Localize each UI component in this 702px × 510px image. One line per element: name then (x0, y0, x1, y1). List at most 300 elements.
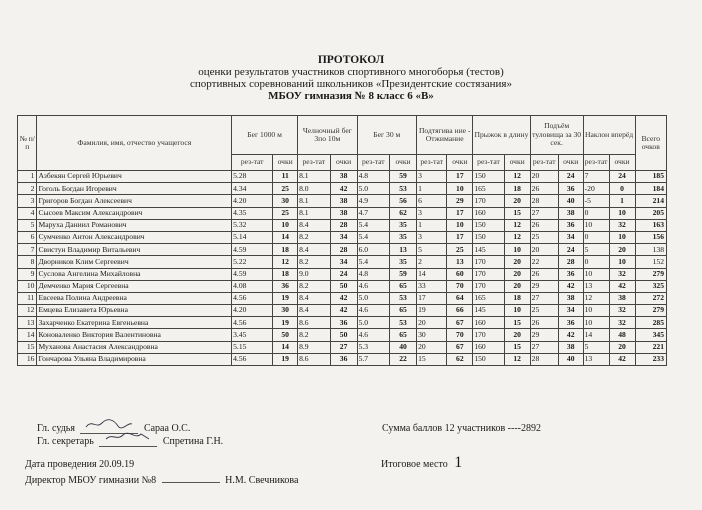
points-cell: 14 (273, 231, 298, 243)
total-points: 138 (635, 244, 666, 256)
result-cell: 5.22 (232, 256, 273, 268)
col-total-header: Всего очков (635, 116, 666, 171)
result-cell: 14 (417, 268, 447, 280)
points-cell: 17 (447, 207, 473, 219)
points-cell: 42 (558, 329, 583, 341)
row-number: 11 (18, 292, 37, 304)
student-name: Сумченко Антон Александрович (37, 231, 232, 243)
points-cell: 24 (609, 171, 635, 183)
result-cell: 170 (473, 268, 504, 280)
points-cell: 17 (447, 171, 473, 183)
col-name-header: Фамилия, имя, отчество учащегося (37, 116, 232, 171)
points-cell: 30 (273, 305, 298, 317)
total-points: 325 (635, 280, 666, 292)
total-points: 152 (635, 256, 666, 268)
points-cell: 10 (447, 183, 473, 195)
row-number: 8 (18, 256, 37, 268)
student-name: Суслова Ангелина Михайловна (37, 268, 232, 280)
result-cell: 8.0 (298, 183, 330, 195)
points-cell: 25 (273, 183, 298, 195)
total-points: 233 (635, 353, 666, 365)
points-cell: 10 (273, 219, 298, 231)
judge-label: Гл. судья (37, 423, 75, 434)
result-cell: 5.15 (232, 341, 273, 353)
col-num-header: № п/п (18, 116, 37, 171)
total-points: 205 (635, 207, 666, 219)
table-row (18, 292, 667, 304)
student-name: Дворников Клим Сергеевич (37, 256, 232, 268)
result-cell: 5.14 (232, 231, 273, 243)
points-cell: 22 (390, 353, 417, 365)
points-cell: 42 (609, 353, 635, 365)
points-cell: 62 (447, 353, 473, 365)
result-cell: 5.3 (357, 341, 389, 353)
result-cell: 4.6 (357, 305, 389, 317)
total-points: 279 (635, 268, 666, 280)
subheader-result: рез-тат (417, 155, 447, 171)
result-cell: 4.6 (357, 329, 389, 341)
points-cell: 17 (447, 231, 473, 243)
result-cell: 26 (530, 183, 558, 195)
table-row (18, 219, 667, 231)
result-cell: 5.4 (357, 231, 389, 243)
result-cell: 8.6 (298, 353, 330, 365)
points-cell: 38 (609, 292, 635, 304)
row-number: 14 (18, 329, 37, 341)
points-cell: 38 (330, 195, 357, 207)
result-cell: 26 (530, 268, 558, 280)
student-name: Гончарова Ульяна Владимировна (37, 353, 232, 365)
result-cell: 4.6 (357, 280, 389, 292)
result-cell: 12 (583, 292, 609, 304)
result-cell: 15 (417, 353, 447, 365)
points-cell: 35 (390, 231, 417, 243)
result-cell: 8.4 (298, 244, 330, 256)
result-cell: 8.1 (298, 171, 330, 183)
points-cell: 50 (330, 329, 357, 341)
result-cell: 8.9 (298, 341, 330, 353)
judge-name: Сараа О.С. (143, 423, 191, 434)
director-line (25, 474, 298, 486)
student-name: Григоров Богдан Алексеевич (37, 195, 232, 207)
total-points: 221 (635, 341, 666, 353)
points-cell: 50 (330, 280, 357, 292)
result-cell: 3 (417, 207, 447, 219)
points-cell: 20 (504, 280, 530, 292)
table-row (18, 329, 667, 341)
result-cell: 5.0 (357, 292, 389, 304)
subheader-points: очки (273, 155, 298, 171)
student-name: Муханова Анастасия Александровна (37, 341, 232, 353)
subheader-points: очки (390, 155, 417, 171)
student-name: Сысоев Максим Александрович (37, 207, 232, 219)
result-cell: 0 (583, 207, 609, 219)
result-cell: 5.28 (232, 171, 273, 183)
student-name: Емцева Елизавета Юрьевна (37, 305, 232, 317)
result-cell: 170 (473, 256, 504, 268)
table-row (18, 195, 667, 207)
result-cell: 4.8 (357, 171, 389, 183)
points-cell: 34 (330, 256, 357, 268)
result-cell: 5.7 (357, 353, 389, 365)
result-cell: 33 (417, 280, 447, 292)
result-cell: 4.59 (232, 244, 273, 256)
result-cell: 10 (583, 305, 609, 317)
result-cell: 4.56 (232, 353, 273, 365)
result-cell: 26 (530, 317, 558, 329)
result-cell: 8.4 (298, 219, 330, 231)
col-jump-header: Прыжок в длину (473, 116, 530, 155)
points-cell: 15 (504, 207, 530, 219)
result-cell: 4.20 (232, 305, 273, 317)
result-cell: 8.2 (298, 256, 330, 268)
row-number: 15 (18, 341, 37, 353)
total-points: 214 (635, 195, 666, 207)
result-cell: 19 (417, 305, 447, 317)
total-points: 272 (635, 292, 666, 304)
points-cell: 28 (558, 256, 583, 268)
result-cell: 165 (473, 292, 504, 304)
points-cell: 62 (390, 207, 417, 219)
result-cell: 27 (530, 341, 558, 353)
points-cell: 42 (330, 305, 357, 317)
result-cell: 8.6 (298, 317, 330, 329)
result-cell: 0 (583, 256, 609, 268)
student-name: Азбекян Сергей Юрьевич (37, 171, 232, 183)
points-cell: 42 (558, 280, 583, 292)
result-cell: 4.8 (357, 268, 389, 280)
points-cell: 18 (273, 244, 298, 256)
result-cell: 28 (530, 195, 558, 207)
row-number: 6 (18, 231, 37, 243)
subheader-result: рез-тат (357, 155, 389, 171)
result-cell: 8.4 (298, 305, 330, 317)
result-cell: 8.1 (298, 195, 330, 207)
points-cell: 13 (390, 244, 417, 256)
points-cell: 38 (330, 171, 357, 183)
subheader-points: очки (330, 155, 357, 171)
points-cell: 18 (273, 268, 298, 280)
director-signature-line (162, 474, 220, 483)
secretary-signature (99, 437, 157, 447)
result-cell: 8.2 (298, 329, 330, 341)
subheader-points: очки (609, 155, 635, 171)
result-cell: 8.4 (298, 292, 330, 304)
points-cell: 36 (558, 268, 583, 280)
points-cell: 10 (609, 231, 635, 243)
student-name: Захарченко Екатерина Евгеньевна (37, 317, 232, 329)
points-cell: 67 (447, 341, 473, 353)
result-cell: 9.0 (298, 268, 330, 280)
subheader-result: рез-тат (232, 155, 273, 171)
result-cell: 4.59 (232, 268, 273, 280)
points-cell: 29 (447, 195, 473, 207)
points-cell: 27 (330, 341, 357, 353)
table-row (18, 183, 667, 195)
result-cell: 1 (417, 219, 447, 231)
points-cell: 18 (504, 292, 530, 304)
points-cell: 36 (558, 219, 583, 231)
points-cell: 42 (330, 183, 357, 195)
student-name: Маруха Даниил Романович (37, 219, 232, 231)
result-cell: 5 (583, 244, 609, 256)
result-cell: 14 (583, 329, 609, 341)
total-points: 345 (635, 329, 666, 341)
points-cell: 12 (504, 353, 530, 365)
result-cell: 10 (583, 219, 609, 231)
protocol-title: ПРОТОКОЛ (317, 54, 385, 66)
row-number: 10 (18, 280, 37, 292)
table-row (18, 256, 667, 268)
points-cell: 48 (609, 329, 635, 341)
result-cell: 28 (530, 353, 558, 365)
subheader-points: очки (504, 155, 530, 171)
row-number: 12 (18, 305, 37, 317)
result-cell: 2 (417, 256, 447, 268)
points-cell: 20 (504, 268, 530, 280)
result-cell: 8.2 (298, 280, 330, 292)
points-cell: 32 (609, 219, 635, 231)
row-number: 2 (18, 183, 37, 195)
results-table (17, 115, 667, 366)
table-row (18, 268, 667, 280)
result-cell: 29 (530, 280, 558, 292)
student-name: Гоголь Богдан Игоревич (37, 183, 232, 195)
result-cell: 4.35 (232, 207, 273, 219)
points-cell: 59 (390, 268, 417, 280)
points-cell: 12 (504, 231, 530, 243)
total-points: 285 (635, 317, 666, 329)
col-run1000-header: Бег 1000 м (232, 116, 298, 155)
points-cell: 64 (447, 292, 473, 304)
points-cell: 38 (330, 207, 357, 219)
points-cell: 15 (504, 341, 530, 353)
table-row (18, 341, 667, 353)
points-cell: 59 (390, 171, 417, 183)
result-cell: 4.56 (232, 292, 273, 304)
points-cell: 66 (447, 305, 473, 317)
table-row (18, 207, 667, 219)
total-points: 163 (635, 219, 666, 231)
points-cell: 25 (447, 244, 473, 256)
points-cell: 34 (330, 231, 357, 243)
total-points: 184 (635, 183, 666, 195)
result-cell: 4.56 (232, 317, 273, 329)
result-cell: 3 (417, 231, 447, 243)
points-cell: 53 (390, 183, 417, 195)
points-cell: 36 (273, 280, 298, 292)
points-cell: 30 (273, 195, 298, 207)
points-cell: 65 (390, 280, 417, 292)
result-cell: 22 (530, 256, 558, 268)
result-cell: 10 (583, 268, 609, 280)
result-cell: 8.1 (298, 207, 330, 219)
points-cell: 34 (558, 231, 583, 243)
points-cell: 18 (504, 183, 530, 195)
points-cell: 19 (273, 353, 298, 365)
points-cell: 40 (390, 341, 417, 353)
result-cell: 4.20 (232, 195, 273, 207)
points-cell: 10 (447, 219, 473, 231)
result-cell: 27 (530, 207, 558, 219)
result-cell: 20 (530, 171, 558, 183)
points-cell: 15 (504, 317, 530, 329)
result-cell: 150 (473, 353, 504, 365)
result-cell: 7 (583, 171, 609, 183)
points-cell: 56 (390, 195, 417, 207)
result-cell: 30 (417, 329, 447, 341)
result-cell: 0 (583, 231, 609, 243)
table-row (18, 353, 667, 365)
points-cell: 32 (609, 305, 635, 317)
protocol-subtitle-2: спортивных соревнований школьников «Президентские состязания» (190, 78, 512, 90)
points-cell: 35 (390, 256, 417, 268)
points-cell: 36 (330, 317, 357, 329)
row-number: 4 (18, 207, 37, 219)
result-cell: 26 (530, 219, 558, 231)
row-number: 16 (18, 353, 37, 365)
result-cell: 5 (417, 244, 447, 256)
sum-points: Сумма баллов 12 участников ----2892 (382, 423, 542, 434)
result-cell: 160 (473, 341, 504, 353)
points-cell: 20 (504, 329, 530, 341)
result-cell: 1 (417, 183, 447, 195)
row-number: 5 (18, 219, 37, 231)
subheader-result: рез-тат (530, 155, 558, 171)
result-cell: 160 (473, 207, 504, 219)
row-number: 7 (18, 244, 37, 256)
points-cell: 10 (504, 305, 530, 317)
points-cell: 10 (609, 256, 635, 268)
result-cell: 5 (583, 341, 609, 353)
result-cell: 160 (473, 317, 504, 329)
points-cell: 32 (609, 268, 635, 280)
result-cell: 145 (473, 244, 504, 256)
result-cell: 145 (473, 305, 504, 317)
points-cell: 24 (558, 244, 583, 256)
points-cell: 10 (504, 244, 530, 256)
result-cell: 4.08 (232, 280, 273, 292)
points-cell: 20 (504, 256, 530, 268)
points-cell: 24 (558, 171, 583, 183)
points-cell: 35 (390, 219, 417, 231)
result-cell: -5 (583, 195, 609, 207)
director-name: Н.М. Свечникова (225, 475, 299, 486)
points-cell: 28 (330, 219, 357, 231)
total-points: 279 (635, 305, 666, 317)
points-cell: 24 (330, 268, 357, 280)
points-cell: 40 (558, 353, 583, 365)
student-name: Коноваленко Виктория Валентиновна (37, 329, 232, 341)
points-cell: 67 (447, 317, 473, 329)
points-cell: 40 (558, 195, 583, 207)
col-bend-header: Наклон вперёд (583, 116, 635, 155)
points-cell: 10 (609, 207, 635, 219)
result-cell: 20 (417, 341, 447, 353)
result-cell: 4.9 (357, 195, 389, 207)
table-row (18, 317, 667, 329)
points-cell: 0 (609, 183, 635, 195)
points-cell: 70 (447, 329, 473, 341)
points-cell: 20 (609, 341, 635, 353)
subheader-result: рез-тат (298, 155, 330, 171)
table-row (18, 305, 667, 317)
points-cell: 38 (558, 207, 583, 219)
points-cell: 1 (609, 195, 635, 207)
result-cell: 10 (583, 317, 609, 329)
event-date: Дата проведения 20.09.19 (25, 459, 135, 470)
table-row (18, 231, 667, 243)
col-run30-header: Бег 30 м (357, 116, 416, 155)
points-cell: 36 (558, 183, 583, 195)
result-cell: 13 (583, 280, 609, 292)
points-cell: 60 (447, 268, 473, 280)
table-row (18, 244, 667, 256)
result-cell: 150 (473, 231, 504, 243)
result-cell: 20 (530, 244, 558, 256)
result-cell: 5.4 (357, 219, 389, 231)
result-cell: 6 (417, 195, 447, 207)
result-cell: 170 (473, 195, 504, 207)
student-name: Свистун Владимир Витальевич (37, 244, 232, 256)
row-number: 3 (18, 195, 37, 207)
result-cell: 5.32 (232, 219, 273, 231)
result-cell: 6.0 (357, 244, 389, 256)
result-cell: 4.7 (357, 207, 389, 219)
result-cell: 3.45 (232, 329, 273, 341)
result-cell: 165 (473, 183, 504, 195)
points-cell: 19 (273, 292, 298, 304)
result-cell: 4.34 (232, 183, 273, 195)
director-label: Директор МБОУ гимназии №8 (25, 475, 157, 486)
row-number: 9 (18, 268, 37, 280)
table-row (18, 280, 667, 292)
points-cell: 28 (330, 244, 357, 256)
result-cell: 17 (417, 292, 447, 304)
points-cell: 19 (273, 317, 298, 329)
points-cell: 38 (558, 341, 583, 353)
col-situps-header: Подъём туловища за 30 сек. (530, 116, 583, 155)
result-cell: 5.4 (357, 256, 389, 268)
student-name: Евсеева Полина Андреевна (37, 292, 232, 304)
total-points: 156 (635, 231, 666, 243)
protocol-header (0, 54, 702, 102)
row-number: 1 (18, 171, 37, 183)
points-cell: 12 (504, 219, 530, 231)
col-shuttle-header: Челночный бег 3по 10м (298, 116, 357, 155)
points-cell: 25 (273, 207, 298, 219)
points-cell: 38 (558, 292, 583, 304)
points-cell: 50 (273, 329, 298, 341)
points-cell: 12 (273, 256, 298, 268)
result-cell: 8.2 (298, 231, 330, 243)
result-cell: 20 (417, 317, 447, 329)
points-cell: 11 (273, 171, 298, 183)
subheader-points: очки (447, 155, 473, 171)
points-cell: 14 (273, 341, 298, 353)
secretary-label: Гл. секретарь (37, 436, 94, 447)
points-cell: 53 (390, 317, 417, 329)
result-cell: 5.0 (357, 183, 389, 195)
result-cell: 25 (530, 231, 558, 243)
points-cell: 42 (330, 292, 357, 304)
student-name: Демченко Мария Сергеевна (37, 280, 232, 292)
result-cell: -20 (583, 183, 609, 195)
points-cell: 53 (390, 292, 417, 304)
result-cell: 150 (473, 171, 504, 183)
row-number: 13 (18, 317, 37, 329)
protocol-subtitle-1: оценки результатов участников спортивного многоборья (тестов) (198, 66, 504, 78)
